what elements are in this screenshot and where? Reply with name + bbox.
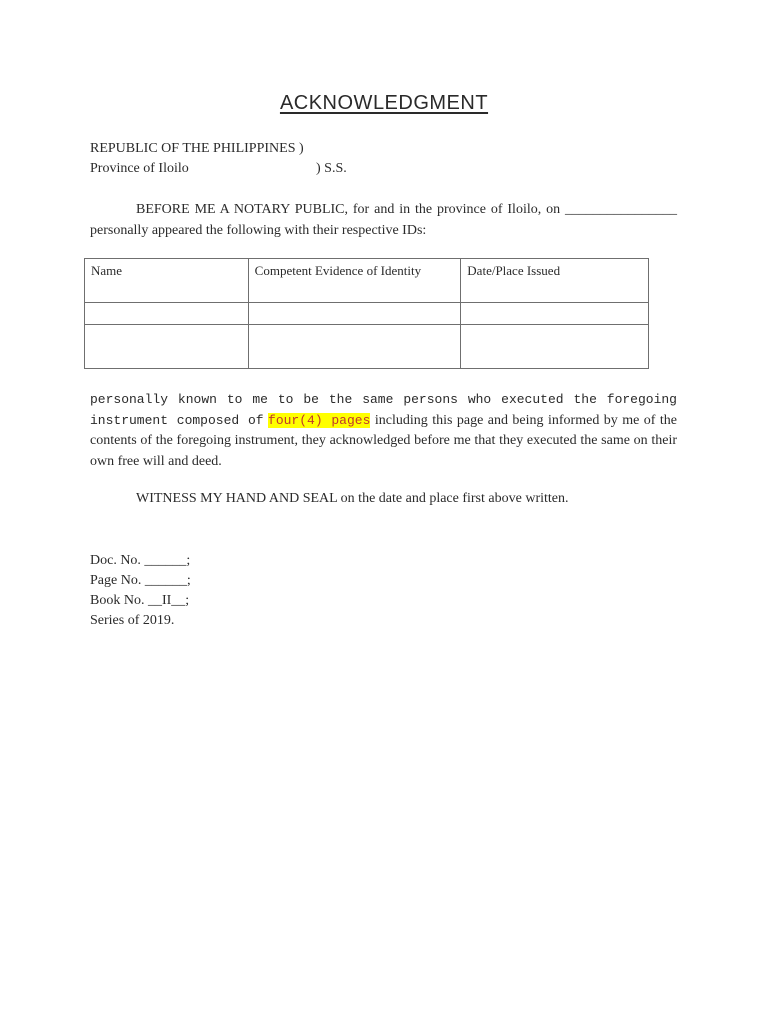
venue-republic: REPUBLIC OF THE PHILIPPINES ) [90, 141, 304, 156]
table-cell [248, 303, 461, 325]
venue-ss: ) S.S. [316, 161, 347, 176]
highlighted-page-count: four(4) pages [268, 412, 371, 428]
table-header-cell: Name [85, 259, 249, 303]
table-header-row [85, 259, 649, 303]
acknowledgment-text-1: personally known to me to be the same persons who executed the foregoing instrument composed of [90, 392, 677, 428]
table-cell [461, 325, 649, 369]
book-number: Book No. __II__; [90, 593, 190, 608]
doc-number: Doc. No. ______; [90, 553, 191, 568]
table-cell [248, 325, 461, 369]
table-header-cell: Date/Place Issued [461, 259, 649, 303]
table-header-cell: Competent Evidence of Identity [248, 259, 461, 303]
table-row [85, 303, 649, 325]
venue-block [90, 139, 347, 179]
notarial-register-block [90, 551, 191, 631]
acknowledgment-paragraph [90, 390, 677, 472]
notary-paragraph [90, 199, 677, 241]
table-row [85, 325, 649, 369]
document-title: ACKNOWLEDGMENT [279, 92, 489, 114]
table-cell [461, 303, 649, 325]
acknowledgment-text-2: including this page and being informed by me of the contents of the foregoing instrument, they acknowledged before me that they executed the same on their own free will and deed. [90, 412, 678, 469]
table-cell [85, 325, 249, 369]
table-cell [85, 303, 249, 325]
venue-province: Province of Iloilo [90, 161, 189, 176]
venue-province-row [90, 159, 347, 179]
identity-table [84, 258, 649, 369]
series-year: Series of 2019. [90, 613, 175, 628]
witness-clause: WITNESS MY HAND AND SEAL on the date and place first above written. [136, 491, 569, 506]
page-number: Page No. ______; [90, 573, 191, 588]
notary-paragraph-text: BEFORE ME A NOTARY PUBLIC, for and in the province of Iloilo, on ________________ personally appeared the following with their respective IDs: [90, 202, 677, 238]
